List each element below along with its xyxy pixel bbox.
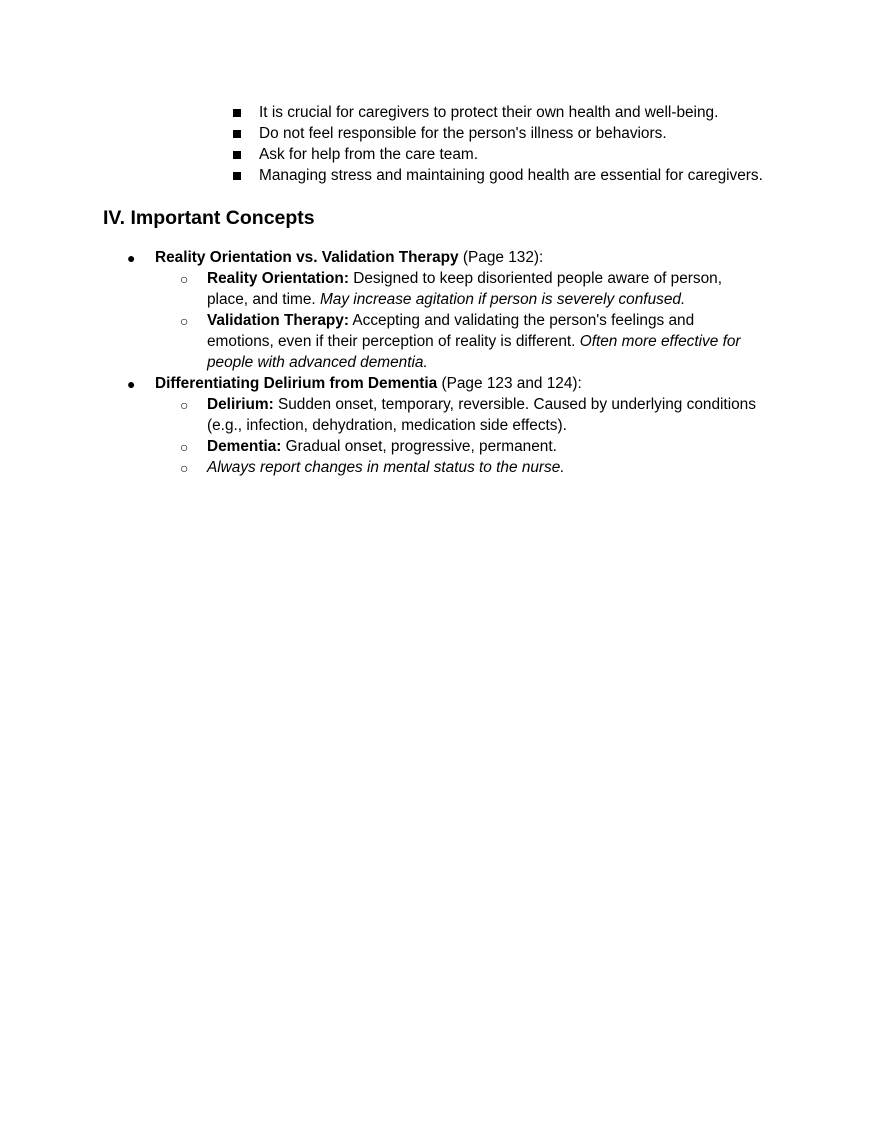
sub-item-line [207, 395, 756, 415]
sub-item-label: Dementia: [207, 438, 282, 455]
section-heading: IV. Important Concepts [103, 207, 315, 229]
sub-item-line [207, 311, 694, 331]
sub-item-text: Gradual onset, progressive, permanent. [281, 438, 557, 455]
sub-item-text: Accepting and validating the person's feelings and [348, 312, 695, 329]
sub-item-text: Sudden onset, temporary, reversible. Caused by underlying conditions [273, 396, 756, 413]
sub-item-note: Always report changes in mental status to the nurse. [207, 459, 565, 476]
sub-item-label: Reality Orientation: [207, 270, 349, 287]
sub-item-line [207, 416, 567, 436]
page-reference: (Page 132): [458, 249, 544, 266]
square-bullet-icon [233, 130, 241, 138]
sub-item-text: place, and time. [207, 291, 320, 308]
concept-title-line [155, 374, 582, 394]
list-item-text: Ask for help from the care team. [259, 146, 478, 163]
sub-item-line [207, 353, 428, 373]
square-bullet-icon [233, 172, 241, 180]
circle-bullet-icon: ○ [180, 439, 189, 455]
sub-item-line [207, 458, 565, 478]
square-bullet-icon [233, 151, 241, 159]
disc-bullet-icon: ● [127, 250, 136, 266]
concept-title-line [155, 248, 543, 268]
disc-bullet-icon: ● [127, 376, 136, 392]
sub-item-text: Designed to keep disoriented people aware of person, [348, 270, 723, 287]
sub-item-label: Delirium: [207, 396, 274, 413]
circle-bullet-icon: ○ [180, 460, 189, 476]
list-item-text: Managing stress and maintaining good health are essential for caregivers. [259, 167, 763, 184]
sub-item-note: Often more effective for [579, 333, 741, 350]
list-item-text: It is crucial for caregivers to protect their own health and well-being. [259, 104, 719, 121]
page-reference: (Page 123 and 124): [437, 375, 582, 392]
sub-item-text: (e.g., infection, dehydration, medication side effects). [207, 417, 567, 434]
sub-item-line [207, 290, 685, 310]
square-bullet-icon [233, 109, 241, 117]
sub-item-line [207, 332, 741, 352]
sub-item-line [207, 269, 722, 289]
sub-item-note: people with advanced dementia. [207, 354, 428, 371]
concept-title: Reality Orientation vs. Validation Therapy [155, 249, 459, 266]
circle-bullet-icon: ○ [180, 271, 189, 287]
sub-item-line [207, 437, 557, 457]
sub-item-text: emotions, even if their perception of reality is different. [207, 333, 580, 350]
concept-title: Differentiating Delirium from Dementia [155, 375, 438, 392]
sub-item-note: May increase agitation if person is severely confused. [319, 291, 686, 308]
list-item-text: Do not feel responsible for the person's illness or behaviors. [259, 125, 667, 142]
circle-bullet-icon: ○ [180, 313, 189, 329]
sub-item-label: Validation Therapy: [207, 312, 349, 329]
circle-bullet-icon: ○ [180, 397, 189, 413]
